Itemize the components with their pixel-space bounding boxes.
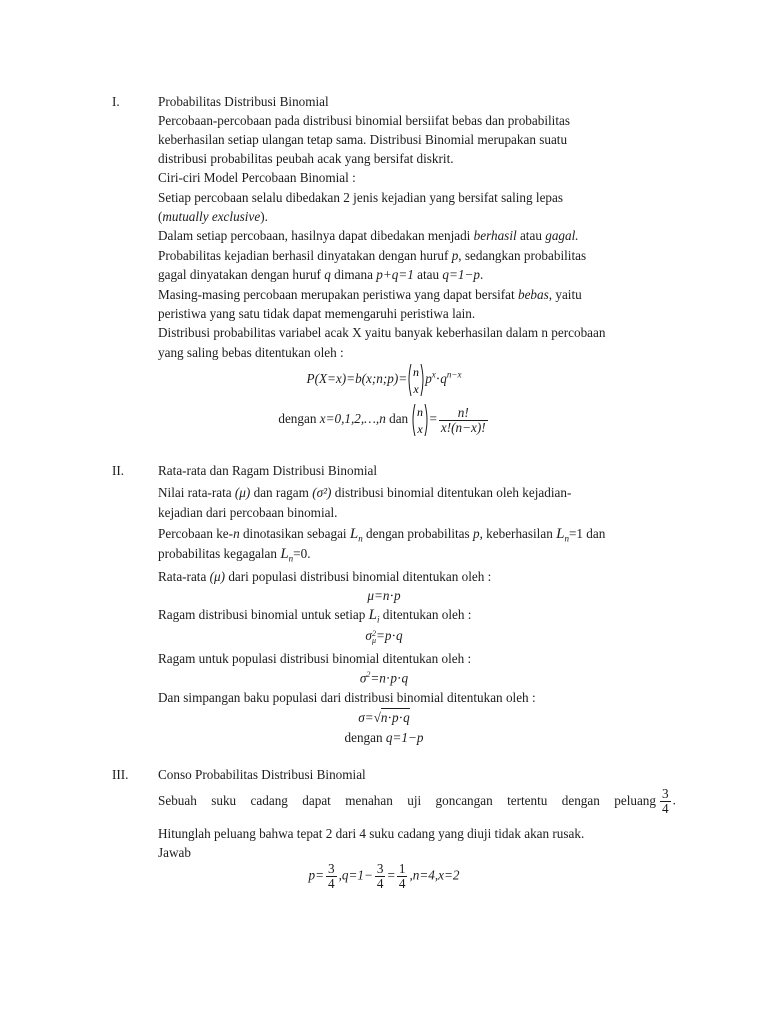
paragraph-line: peristiwa yang satu tidak dapat memengaruhi peristiwa lain. [158,306,476,321]
paragraph-line: keberhasilan setiap ulangan tetap sama. Distribusi Binomial merupakan suatu [158,132,568,147]
paragraph-line: Ciri-ciri Model Percobaan Binomial : [158,170,356,185]
paragraph-line: Probabilitas kejadian berhasil dinyatakan dengan huruf p, sedangkan probabilitas [158,248,587,263]
paragraph-line: Ragam untuk populasi distribusi binomial ditentukan oleh : [158,651,472,666]
square-root-icon: √ [373,710,381,725]
binomial-coefficient-formula: dengan x=0,1,2,…,n dan n x = $\frac{n!}{x!(n-x)!}$ [0,402,768,438]
paragraph-line: yang saling bebas ditentukan oleh : [158,345,344,360]
q-definition: dengan q=1−p [344,730,424,745]
svg-text:n: n [417,405,424,419]
section-number: III. [112,767,129,782]
given-values-formula: p= $\frac{3}{4}$ ,q=1− $\frac{3}{4}$ = $\frac{1}{4}$ ,n=4,x=2 [308,861,460,891]
variance-trial-formula: σ 2 μ =p⋅q [365,628,403,645]
svg-text:x: x [417,422,424,436]
paragraph-line: Percobaan ke-n dinotasikan sebagai $L_n$ dengan probabilitas p, keberhasilan $L_n=1$ dan [158,526,606,544]
fraction: $\frac{3}{4}$ [327,861,335,891]
paragraph-line: Hitunglah peluang bahwa tepat 2 dari 4 suku cadang yang diuji tidak akan rusak. [158,826,585,841]
paragraph-line: (mutually exclusive). [158,209,268,224]
binomial-formula: P(X=x)=b(x;n;p)= n x $p^x\cdot q^{n-x}$ [0,362,768,398]
paragraph-line: distribusi probabilitas peubah acak yang bersifat diskrit. [158,151,454,166]
svg-text:n: n [413,365,420,379]
section-number: II. [112,463,125,478]
std-deviation-formula: σ=√n⋅p⋅q [358,710,410,725]
paragraph-line: gagal dinyatakan dengan huruf q dimana p+q=1 atau q=1−p. [158,267,484,282]
section-title: Rata-rata dan Ragam Distribusi Binomial [158,463,378,478]
svg-text:x: x [413,382,419,396]
paragraph-line: kejadian dari percobaan binomial. [158,505,338,520]
fraction: $\frac{1}{4}$ [398,861,406,891]
paragraph-line: probabilitas kegagalan $L_n=0$. [158,546,311,564]
binomial-coefficient [407,362,425,398]
mean-formula: μ=n⋅p [367,588,401,603]
fraction: $\frac{n!}{x!(n-x)!}$ [440,404,486,435]
fraction: $\frac{3}{4}$ [376,861,384,891]
section-title: Probabilitas Distribusi Binomial [158,94,329,109]
section-title: Conso Probabilitas Distribusi Binomial [158,767,366,782]
paragraph-line: Jawab [158,845,191,860]
section-number: I. [112,94,120,109]
paragraph-line: Percobaan-percobaan pada distribusi binomial bersiifat bebas dan probabilitas [158,113,570,128]
paragraph-line: Sebuah suku cadang dapat menahan uji goncangan tertentu dengan peluang $\frac{3}{4}$ . [158,786,676,816]
paragraph-line: Setiap percobaan selalu dibedakan 2 jenis kejadian yang bersifat saling lepas [158,190,564,205]
binomial-coefficient [411,402,429,438]
fraction: $\frac{3}{4}$ [662,786,669,816]
paragraph-line: Dalam setiap percobaan, hasilnya dapat dibedakan menjadi berhasil atau gagal. [158,228,579,243]
paragraph-line: Ragam distribusi binomial untuk setiap $L_i$ ditentukan oleh : [158,607,472,625]
paragraph-line: Distribusi probabilitas variabel acak X yaitu banyak keberhasilan dalam n percobaan [158,325,606,340]
variance-population-formula: $\sigma^2=n\cdot p\cdot q$ [359,670,409,686]
paragraph-line: Nilai rata-rata (μ) dan ragam (σ²) distribusi binomial ditentukan oleh kejadian- [158,485,572,500]
paragraph-line: Rata-rata (μ) dari populasi distribusi binomial ditentukan oleh : [158,569,492,584]
paragraph-line: Masing-masing percobaan merupakan peristiwa yang dapat bersifat bebas, yaitu [158,287,582,302]
paragraph-line: Dan simpangan baku populasi dari distribusi binomial ditentukan oleh : [158,690,536,705]
